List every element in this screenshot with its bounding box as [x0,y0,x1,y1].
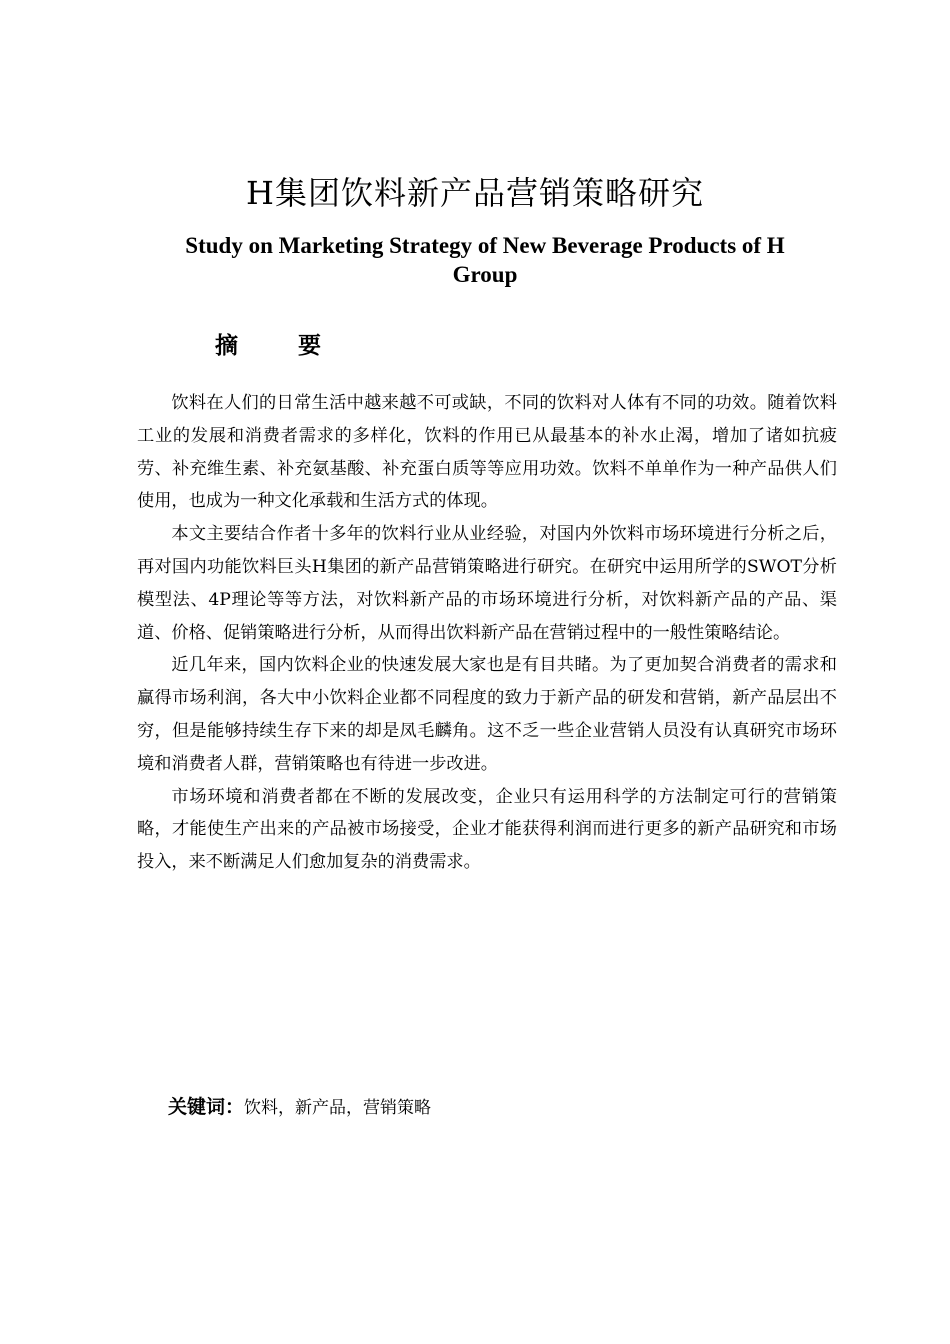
abstract-body [137,387,837,879]
abstract-paragraph: 饮料在人们的日常生活中越来越不可或缺，不同的饮料对人体有不同的功效。随着饮料工业的发展和消费者需求的多样化，饮料的作用已从最基本的补水止渴，增加了诸如抗疲劳、补充维生素、补充氨基酸、补充蛋白质等等应用功效。饮料不单单作为一种产品供人们使用，也成为一种文化承载和生活方式的体现。 [137,393,837,512]
chinese-title: H集团饮料新产品营销策略研究 [246,174,704,212]
keywords-value: 饮料，新产品，营销策略 [244,1098,432,1118]
abstract-heading-right: 要 [298,333,321,359]
abstract-heading [215,330,321,362]
abstract-paragraph: 本文主要结合作者十多年的饮料行业从业经验，对国内外饮料市场环境进行分析之后，再对国内功能饮料巨头H集团的新产品营销策略进行研究。在研究中运用所学的SWOT分析模型法、4P理论等等方法，对饮料新产品的市场环境进行分析，对饮料新产品的产品、渠道、价格、促销策略进行分析，从而得出饮料新产品在营销过程中的一般性策略结论。 [137,524,837,643]
keywords-line [168,1092,431,1123]
keywords-label: 关键词： [168,1096,245,1118]
abstract-paragraph: 市场环境和消费者都在不断的发展改变，企业只有运用科学的方法制定可行的营销策略，才能使生产出来的产品被市场接受，企业才能获得利润而进行更多的新产品研究和市场投入，来不断满足人们愈加复杂的消费需求。 [137,786,837,873]
english-title: Study on Marketing Strategy of New Beverage Products of H Group [185,233,785,287]
abstract-paragraph: 近几年来，国内饮料企业的快速发展大家也是有目共睹。为了更加契合消费者的需求和赢得市场利润，各大中小饮料企业都不同程度的致力于新产品的研发和营销，新产品层出不穷，但是能够持续生存下来的却是凤毛麟角。这不乏一些企业营销人员没有认真研究市场环境和消费者人群，营销策略也有待进一步改进。 [137,655,837,774]
abstract-heading-left: 摘 [215,333,238,359]
